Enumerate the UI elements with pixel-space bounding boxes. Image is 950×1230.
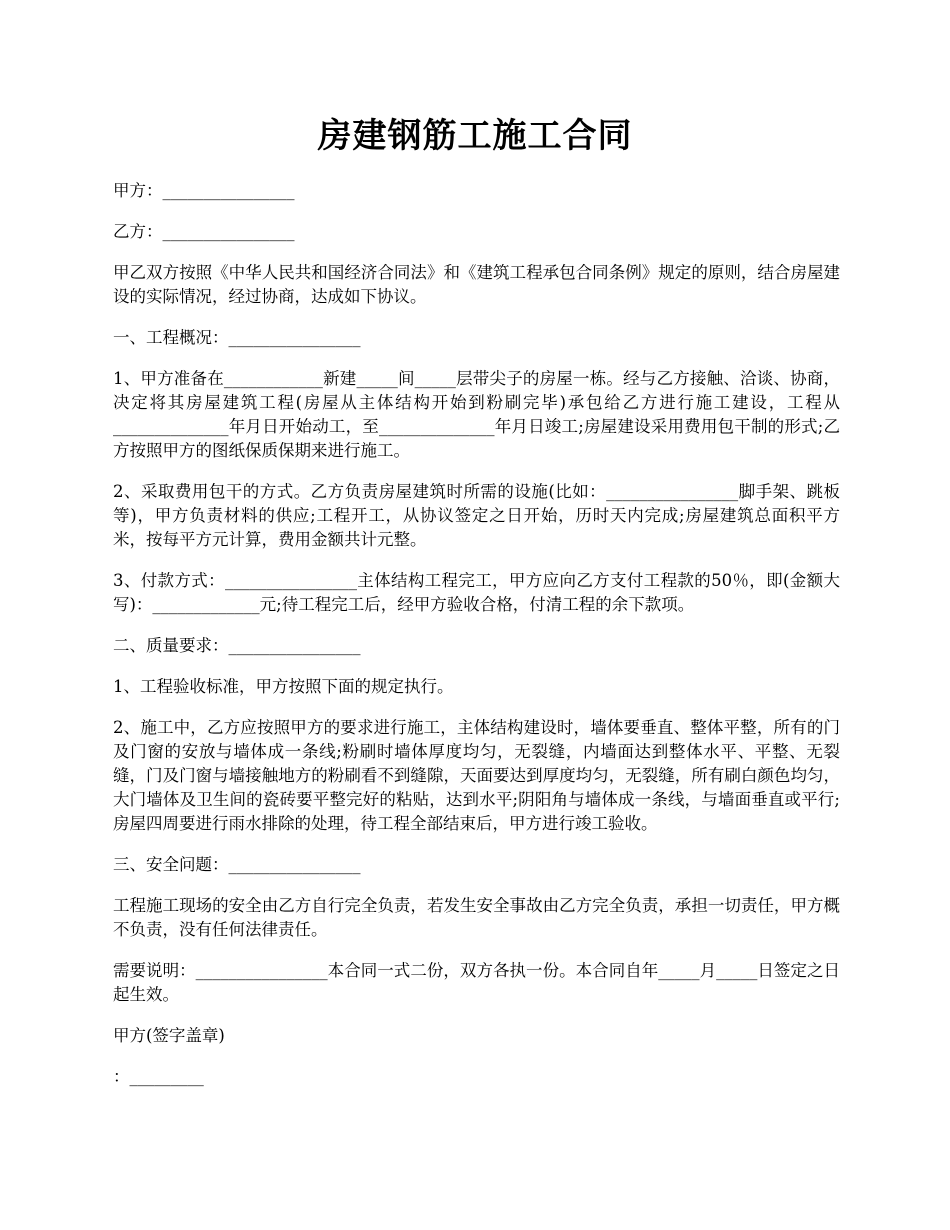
notes-paragraph: 需要说明：________________本合同一式二份，双方各执一份。本合同自年_____月_____日签定之日起生效。 xyxy=(113,961,840,1004)
preamble-paragraph: 甲乙双方按照《中华人民共和国经济合同法》和《建筑工程承包合同条例》规定的原则，结合房屋建设的实际情况，经过协商，达成如下协议。 xyxy=(113,263,840,306)
section-2-clause-1: 1、工程验收标准，甲方按照下面的规定执行。 xyxy=(113,677,454,696)
section-1-heading: 一、工程概况：________________ xyxy=(113,328,361,347)
section-2-clause-2: 2、施工中，乙方应按照甲方的要求进行施工，主体结构建设时，墙体要垂直、整体平整，所有的门及门窗的安放与墙体成一条线;粉刷时墙体厚度均匀，无裂缝，内墙面达到整体水平、平整、无裂缝，门及门窗与墙接触地方的粉刷看不到缝隙，天面要达到厚度均匀，无裂缝，所有刷白颜色均匀，大门墙体及卫生间的瓷砖要平整完好的粘贴，达到水平;阴阳角与墙体成一条线，与墙面垂直或平行;房屋四周要进行雨水排除的处理，待工程全部结束后，甲方进行竣工验收。 xyxy=(113,718,840,833)
section-3-heading: 三、安全问题：________________ xyxy=(113,855,361,874)
section-3-clause: 工程施工现场的安全由乙方自行完全负责，若发生安全事故由乙方完全负责，承担一切责任，甲方概不负责，没有任何法律责任。 xyxy=(113,896,840,939)
section-1-clause-3: 3、付款方式：________________主体结构工程完工，甲方应向乙方支付工程款的50％，即(金额大写)：_____________元;待工程完工后，经甲方验收合格，付清工程的余下款项。 xyxy=(113,571,840,614)
party-a-signature-label: 甲方(签字盖章) xyxy=(113,1026,225,1045)
section-1-clause-2: 2、采取费用包干的方式。乙方负责房屋建筑时所需的设施(比如：________________脚手架、跳板等)，甲方负责材料的供应;工程开工，从协议签定之日开始，历时天内完成;房屋建筑总面积平方米，按每平方元计算，费用金额共计元整。 xyxy=(113,482,840,549)
section-1-clause-1: 1、甲方准备在____________新建_____间_____层带尖子的房屋一栋。经与乙方接触、洽谈、协商，决定将其房屋建筑工程(房屋从主体结构开始到粉刷完毕)承包给乙方进行施工建设，工程从______________年月日开始动工，至______________年月日竣工;房屋建设采用费用包干制的形式;乙方按照甲方的图纸保质保期来进行施工。 xyxy=(113,369,840,460)
document-body xyxy=(113,179,840,1106)
signature-line: ：_________ xyxy=(113,1067,204,1086)
document-title: 房建钢筋工施工合同 xyxy=(317,116,633,156)
party-a-line: 甲方：________________ xyxy=(113,181,295,200)
party-b-line: 乙方：________________ xyxy=(113,222,295,241)
section-2-heading: 二、质量要求：________________ xyxy=(113,636,361,655)
